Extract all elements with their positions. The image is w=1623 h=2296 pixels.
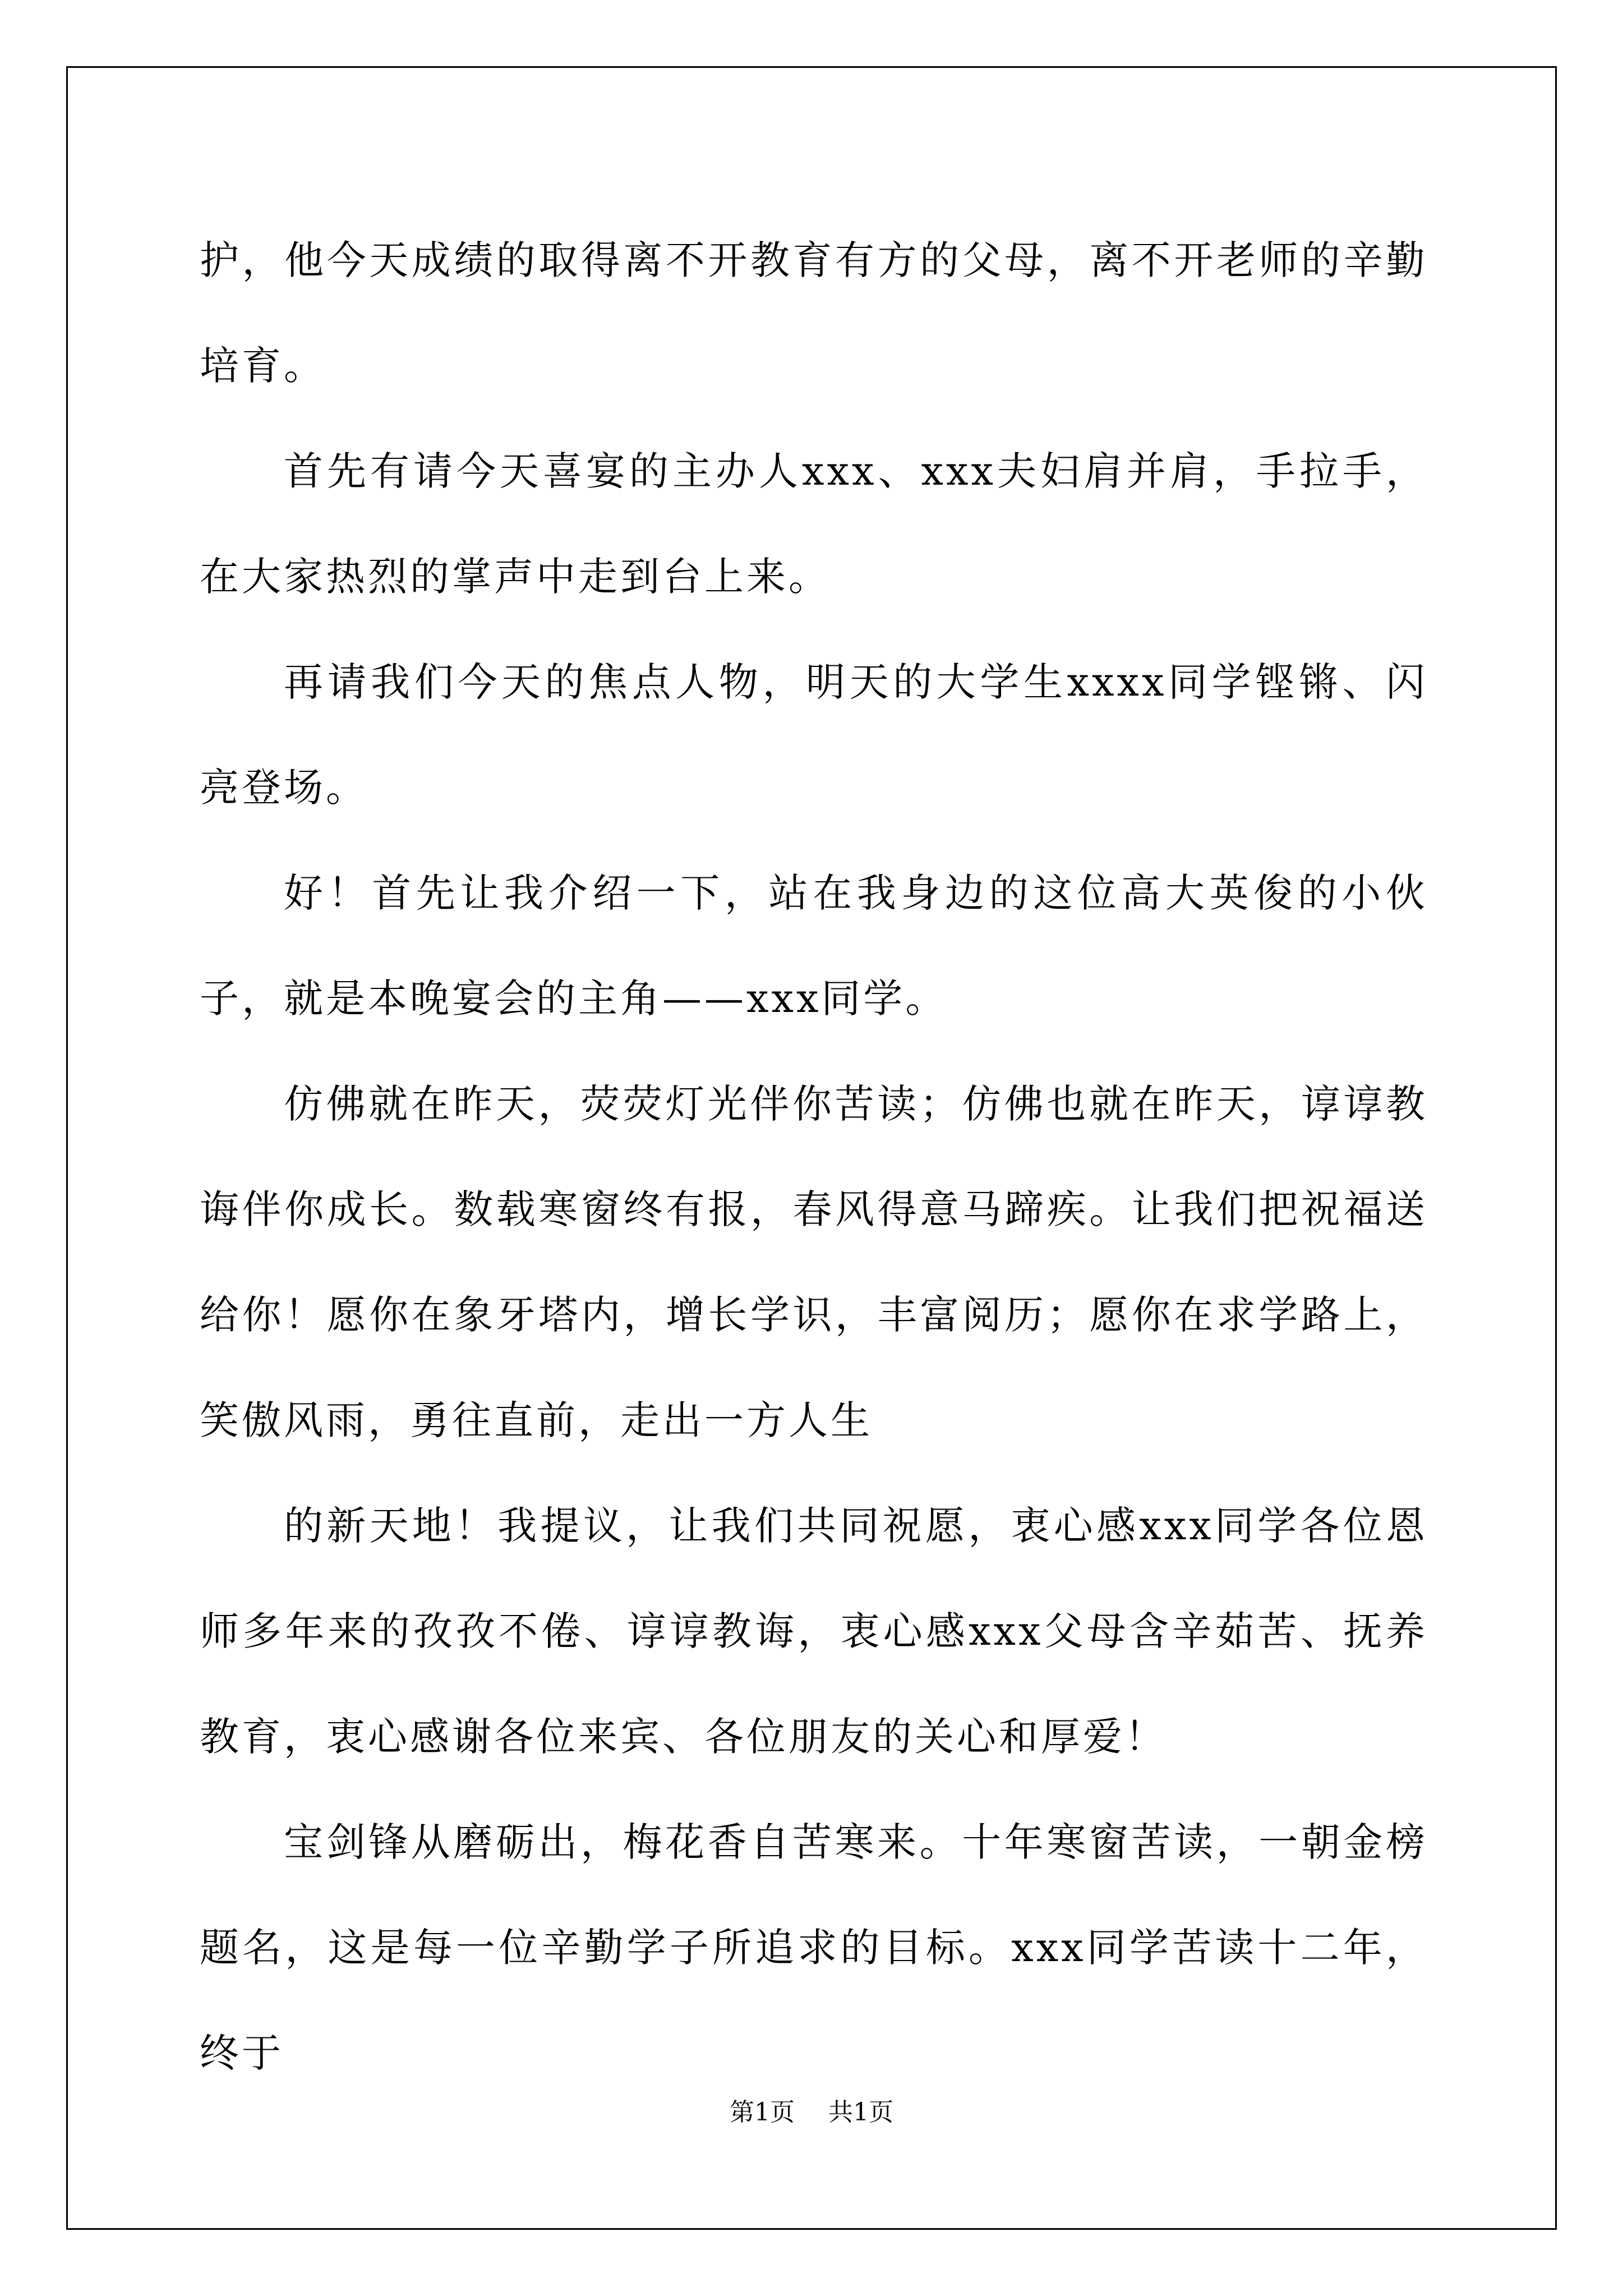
paragraph-1: 护，他今天成绩的取得离不开教育有方的父母，离不开老师的辛勤培育。 [200, 237, 1428, 389]
paragraph-6: 的新天地！我提议，让我们共同祝愿，衷心感xxx同学各位恩师多年来的孜孜不倦、谆谆教诲，衷心感xxx父母含辛茹苦、抚养教育，衷心感谢各位来宾、各位朋友的关心和厚爱！ [200, 1503, 1428, 1760]
page-number: 第1页 [730, 2098, 795, 2127]
paragraph-4: 好！首先让我介绍一下，站在我身边的这位高大英俊的小伙子，就是本晚宴会的主角——xxx同学。 [200, 870, 1428, 1022]
page-footer [0, 2097, 1623, 2128]
page-total: 共1页 [828, 2098, 893, 2127]
paragraph-3: 再请我们今天的焦点人物，明天的大学生xxxx同学铿锵、闪亮登场。 [200, 659, 1428, 811]
paragraph-7: 宝剑锋从磨砺出，梅花香自苦寒来。十年寒窗苦读，一朝金榜题名，这是每一位辛勤学子所追求的目标。xxx同学苦读十二年，终于 [200, 1819, 1428, 2076]
paragraph-5: 仿佛就在昨天，荧荧灯光伴你苦读；仿佛也就在昨天，谆谆教诲伴你成长。数载寒窗终有报，春风得意马蹄疾。让我们把祝福送给你！愿你在象牙塔内，增长学识，丰富阅历；愿你在求学路上，笑傲风雨，勇往直前，走出一方人生 [200, 1081, 1428, 1443]
paragraph-2: 首先有请今天喜宴的主办人xxx、xxx夫妇肩并肩，手拉手，在大家热烈的掌声中走到台上来。 [200, 448, 1428, 600]
document-body [200, 208, 1428, 2106]
